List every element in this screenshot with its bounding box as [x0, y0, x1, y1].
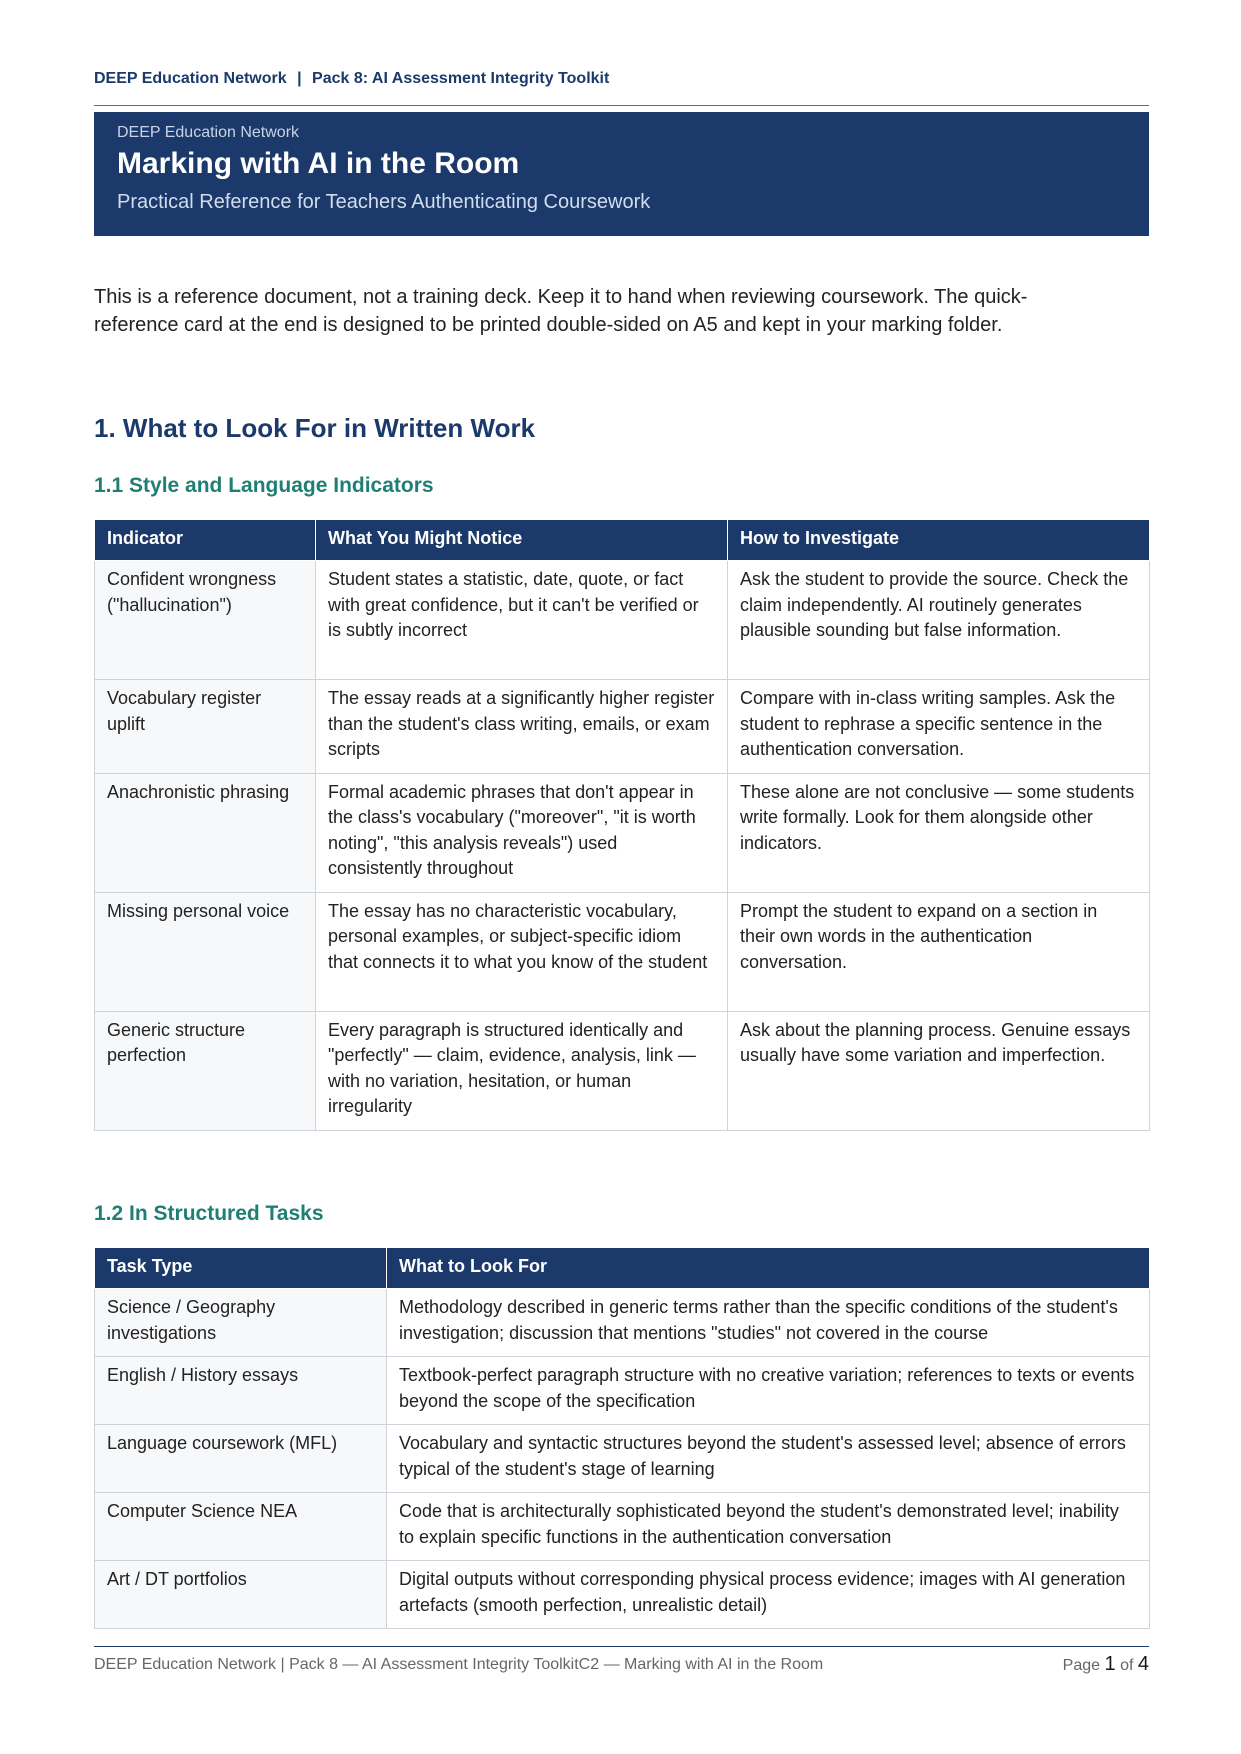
column-header: How to Investigate — [728, 520, 1150, 561]
indicator-cell: Generic structure perfection — [95, 1011, 316, 1130]
table-row — [95, 1561, 1150, 1629]
indicator-cell: Confident wrongness ("hallucination") — [95, 561, 316, 680]
of-word: of — [1120, 1657, 1134, 1674]
structured-tasks-table — [94, 1248, 1150, 1629]
header-pack: Pack 8: AI Assessment Integrity Toolkit — [312, 70, 610, 87]
notice-cell: The essay has no characteristic vocabulary, personal examples, or subject-specific idiom that connects it to what you know of the student — [316, 892, 728, 1011]
column-header: What to Look For — [387, 1248, 1150, 1289]
banner-org: DEEP Education Network — [117, 124, 300, 141]
column-header: Task Type — [95, 1248, 387, 1289]
investigate-cell: Compare with in-class writing samples. Ask the student to rephrase a specific sentence in the authentication conversation. — [728, 680, 1150, 774]
header-divider — [94, 105, 1149, 106]
footer-divider — [94, 1646, 1149, 1647]
footer-text: DEEP Education Network | Pack 8 — AI Assessment Integrity ToolkitC2 — Marking with AI in the Room — [94, 1656, 824, 1673]
section-1-1-heading: 1.1 Style and Language Indicators — [94, 474, 434, 497]
intro-paragraph: This is a reference document, not a training deck. Keep it to hand when reviewing coursework. The quick-reference card at the end is designed to be printed double-sided on A5 and kept in your marking folder. — [94, 286, 1028, 336]
document-title: Marking with AI in the Room — [117, 147, 520, 180]
table-header-row — [95, 1248, 1150, 1289]
investigate-cell: Prompt the student to expand on a section in their own words in the authentication conversation. — [728, 892, 1150, 1011]
investigate-cell: Ask the student to provide the source. Check the claim independently. AI routinely generates plausible sounding but false information. — [728, 561, 1150, 680]
notice-cell: The essay reads at a significantly higher register than the student's class writing, emails, or exam scripts — [316, 680, 728, 774]
investigate-cell: Ask about the planning process. Genuine essays usually have some variation and imperfection. — [728, 1011, 1150, 1130]
look-for-cell: Methodology described in generic terms rather than the specific conditions of the student's investigation; discussion that mentions "studies" not covered in the course — [387, 1289, 1150, 1357]
running-header — [94, 70, 609, 88]
notice-cell: Formal academic phrases that don't appear in the class's vocabulary ("moreover", "it is worth noting", "this analysis reveals") used consistently throughout — [316, 773, 728, 892]
section-1-2-heading: 1.2 In Structured Tasks — [94, 1202, 324, 1225]
task-type-cell: Art / DT portfolios — [95, 1561, 387, 1629]
task-type-cell: Computer Science NEA — [95, 1493, 387, 1561]
table-header-row — [95, 520, 1150, 561]
look-for-cell: Digital outputs without corresponding physical process evidence; images with AI generation artefacts (smooth perfection, unrealistic detail) — [387, 1561, 1150, 1629]
table-row — [95, 1425, 1150, 1493]
task-type-cell: English / History essays — [95, 1357, 387, 1425]
table-row — [95, 892, 1150, 1011]
title-banner — [94, 112, 1149, 236]
table-row — [95, 1493, 1150, 1561]
look-for-cell: Vocabulary and syntactic structures beyond the student's assessed level; absence of errors typical of the student's stage of learning — [387, 1425, 1150, 1493]
indicator-cell: Missing personal voice — [95, 892, 316, 1011]
current-page: 1 — [1104, 1653, 1116, 1675]
table-row — [95, 1011, 1150, 1130]
table-row — [95, 773, 1150, 892]
page-number — [1063, 1653, 1149, 1676]
task-type-cell: Language coursework (MFL) — [95, 1425, 387, 1493]
table-row — [95, 561, 1150, 680]
indicator-cell: Anachronistic phrasing — [95, 773, 316, 892]
look-for-cell: Code that is architecturally sophisticated beyond the student's demonstrated level; inability to explain specific functions in the authentication conversation — [387, 1493, 1150, 1561]
style-indicators-table — [94, 520, 1150, 1131]
page-word: Page — [1062, 1657, 1101, 1674]
notice-cell: Every paragraph is structured identically and "perfectly" — claim, evidence, analysis, link — with no variation, hesitation, or human irregularity — [316, 1011, 728, 1130]
table-row — [95, 680, 1150, 774]
document-subtitle: Practical Reference for Teachers Authenticating Coursework — [117, 191, 651, 213]
notice-cell: Student states a statistic, date, quote, or fact with great confidence, but it can't be verified or is subtly incorrect — [316, 561, 728, 680]
column-header: Indicator — [95, 520, 316, 561]
look-for-cell: Textbook-perfect paragraph structure with no creative variation; references to texts or events beyond the scope of the specification — [387, 1357, 1150, 1425]
header-org: DEEP Education Network — [94, 70, 287, 87]
column-header: What You Might Notice — [316, 520, 728, 561]
indicator-cell: Vocabulary register uplift — [95, 680, 316, 774]
header-separator: | — [297, 70, 302, 87]
table-row — [95, 1357, 1150, 1425]
total-pages: 4 — [1137, 1653, 1149, 1675]
section-1-heading: 1. What to Look For in Written Work — [94, 413, 536, 443]
investigate-cell: These alone are not conclusive — some students write formally. Look for them alongside other indicators. — [728, 773, 1150, 892]
table-row — [95, 1289, 1150, 1357]
task-type-cell: Science / Geography investigations — [95, 1289, 387, 1357]
